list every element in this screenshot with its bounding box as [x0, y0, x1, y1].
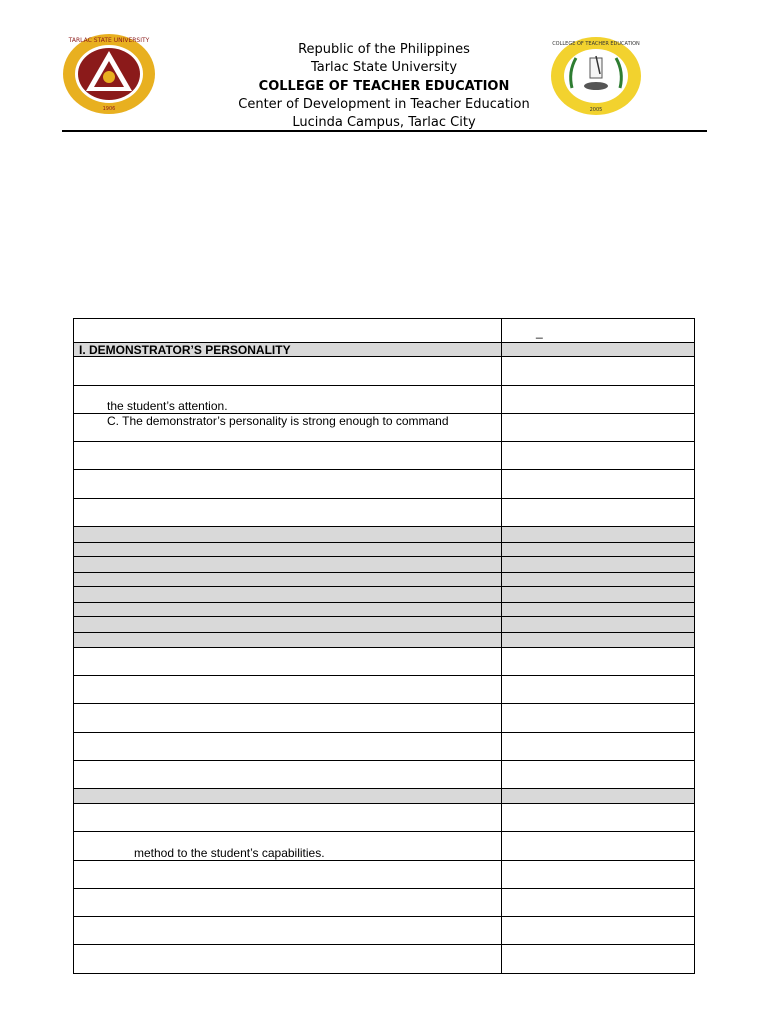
table-cell	[502, 704, 695, 732]
table-cell	[73, 543, 502, 556]
table-cell	[73, 917, 502, 944]
table-cell	[502, 676, 695, 703]
item-text: method to the student’s capabilities.	[134, 846, 325, 860]
shaded-row	[73, 543, 695, 557]
shaded-row	[73, 603, 695, 617]
section-row	[73, 343, 695, 357]
table-cell	[73, 603, 502, 616]
table-cell	[502, 832, 695, 860]
table-cell	[73, 704, 502, 732]
table-cell	[502, 470, 695, 498]
shaded-row	[73, 617, 695, 633]
table-cell	[73, 357, 502, 385]
header-line-university: Tarlac State University	[310, 60, 458, 75]
header-line-republic: Republic of the Philippines	[298, 42, 470, 57]
table-cell	[502, 633, 695, 647]
shaded-row	[73, 527, 695, 543]
table-cell	[73, 386, 502, 413]
table-cell	[73, 414, 502, 441]
table-cell	[73, 861, 502, 888]
table-row	[73, 414, 695, 442]
svg-text:COLLEGE OF TEACHER EDUCATION: COLLEGE OF TEACHER EDUCATION	[552, 41, 640, 47]
table-row	[73, 917, 695, 945]
table-cell	[502, 527, 695, 542]
left-seal-year: 1906	[102, 106, 116, 112]
table-cell	[502, 789, 695, 803]
table-cell	[502, 343, 695, 356]
table-cell	[73, 573, 502, 586]
table-cell	[73, 617, 502, 632]
table-cell	[502, 442, 695, 469]
table-row	[73, 832, 695, 861]
table-cell	[73, 527, 502, 542]
header-mark: _	[536, 325, 543, 339]
table-cell	[502, 617, 695, 632]
table-cell	[502, 945, 695, 973]
table-cell	[73, 804, 502, 831]
table-cell	[502, 386, 695, 413]
table-row	[73, 733, 695, 761]
table-row	[73, 861, 695, 889]
table-row	[73, 442, 695, 470]
table-cell	[502, 414, 695, 441]
table-row	[73, 499, 695, 527]
shaded-row	[73, 587, 695, 603]
table-cell	[73, 945, 502, 973]
table-row	[73, 357, 695, 386]
table-cell	[73, 733, 502, 760]
table-cell	[502, 587, 695, 602]
table-row	[73, 889, 695, 917]
table-cell	[502, 889, 695, 916]
table-cell	[502, 861, 695, 888]
header-divider	[62, 130, 707, 132]
table-row	[73, 945, 695, 974]
table-row	[73, 470, 695, 499]
svg-text:TARLAC STATE UNIVERSITY: TARLAC STATE UNIVERSITY	[68, 37, 150, 44]
table-row	[73, 676, 695, 704]
item-text: the student’s attention.	[107, 399, 228, 413]
table-cell	[73, 633, 502, 647]
table-cell	[73, 648, 502, 675]
header-line-center: Center of Development in Teacher Education	[238, 97, 530, 112]
table-cell	[73, 761, 502, 788]
table-cell	[73, 318, 502, 342]
table-cell	[73, 442, 502, 469]
table-row	[73, 761, 695, 789]
table-cell	[502, 499, 695, 526]
table-row	[73, 648, 695, 676]
table-cell	[73, 889, 502, 916]
table-cell	[73, 676, 502, 703]
table-cell	[73, 587, 502, 602]
table-row	[73, 386, 695, 414]
shaded-row	[73, 789, 695, 804]
table-cell	[502, 761, 695, 788]
shaded-row	[73, 573, 695, 587]
college-of-teacher-education-seal	[550, 36, 642, 116]
table-cell	[502, 357, 695, 385]
table-cell	[502, 648, 695, 675]
section-title-personality: I. DEMONSTRATOR’S PERSONALITY	[79, 343, 291, 357]
table-cell	[502, 543, 695, 556]
table-row	[73, 704, 695, 733]
table-cell	[73, 789, 502, 803]
table-cell	[502, 573, 695, 586]
table-row	[73, 804, 695, 832]
header-line-college: COLLEGE OF TEACHER EDUCATION	[258, 79, 510, 94]
table-cell	[73, 499, 502, 526]
table-cell	[73, 557, 502, 572]
tarlac-state-university-seal	[62, 33, 156, 115]
table-cell	[502, 917, 695, 944]
table-cell	[502, 603, 695, 616]
header-line-campus: Lucinda Campus, Tarlac City	[292, 115, 476, 130]
table-header-row	[73, 318, 695, 343]
table-cell	[73, 832, 502, 860]
item-text: C. The demonstrator’s personality is strong enough to command	[107, 414, 449, 428]
table-cell	[502, 733, 695, 760]
right-seal-year: 2005	[589, 107, 603, 113]
document-header	[0, 0, 768, 135]
shaded-row	[73, 633, 695, 648]
shaded-row	[73, 557, 695, 573]
table-cell	[502, 804, 695, 831]
table-cell	[502, 557, 695, 572]
table-cell	[502, 318, 695, 342]
table-cell	[73, 470, 502, 498]
table-cell	[73, 343, 502, 356]
evaluation-table	[73, 318, 695, 974]
